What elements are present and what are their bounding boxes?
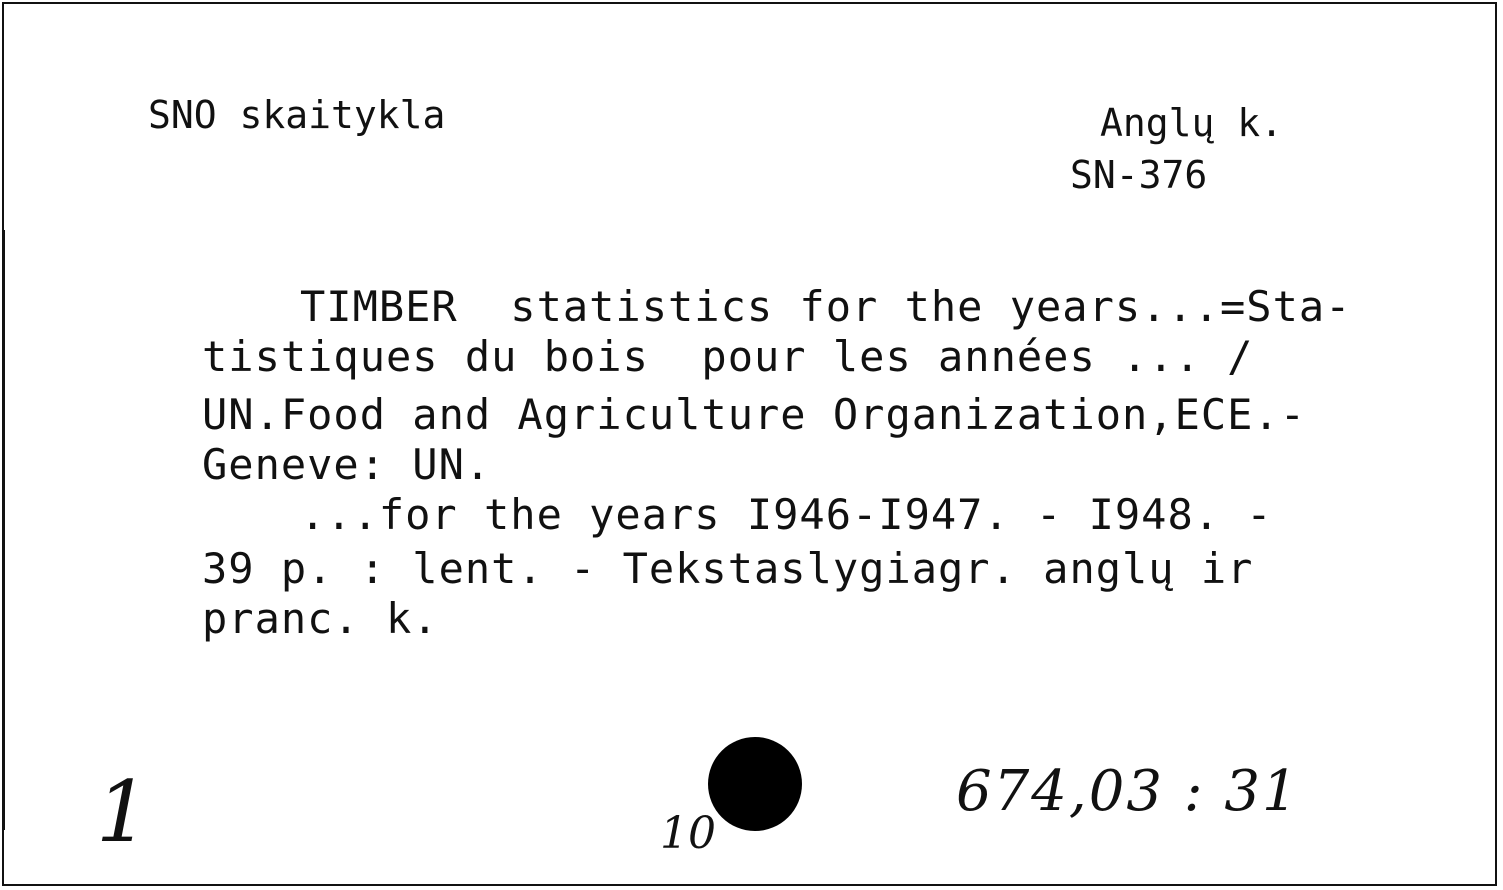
description-line: pranc. k. xyxy=(202,594,439,643)
punch-hole xyxy=(708,737,802,831)
description-line: tistiques du bois pour les années ... / xyxy=(202,332,1254,381)
language-label: Anglų k. xyxy=(1100,101,1284,145)
library-name: SNO skaitykla xyxy=(148,93,446,137)
description-line: UN.Food and Agriculture Organization,ECE.- xyxy=(202,390,1307,439)
handwritten-mark: 1 xyxy=(96,763,150,861)
call-number: SN-376 xyxy=(1070,153,1208,197)
description-line: 39 p. : lent. - Tekstaslygiagr. anglų ir xyxy=(202,544,1254,593)
description-line: Geneve: UN. xyxy=(202,440,492,489)
classification-number: 674,03 : 31 xyxy=(956,759,1300,824)
description-line: ...for the years I946-I947. - I948. - xyxy=(300,490,1273,539)
card-edge xyxy=(2,230,5,830)
description-line: TIMBER statistics for the years...=Sta- xyxy=(300,282,1352,331)
handwritten-number: 10 xyxy=(660,808,716,859)
